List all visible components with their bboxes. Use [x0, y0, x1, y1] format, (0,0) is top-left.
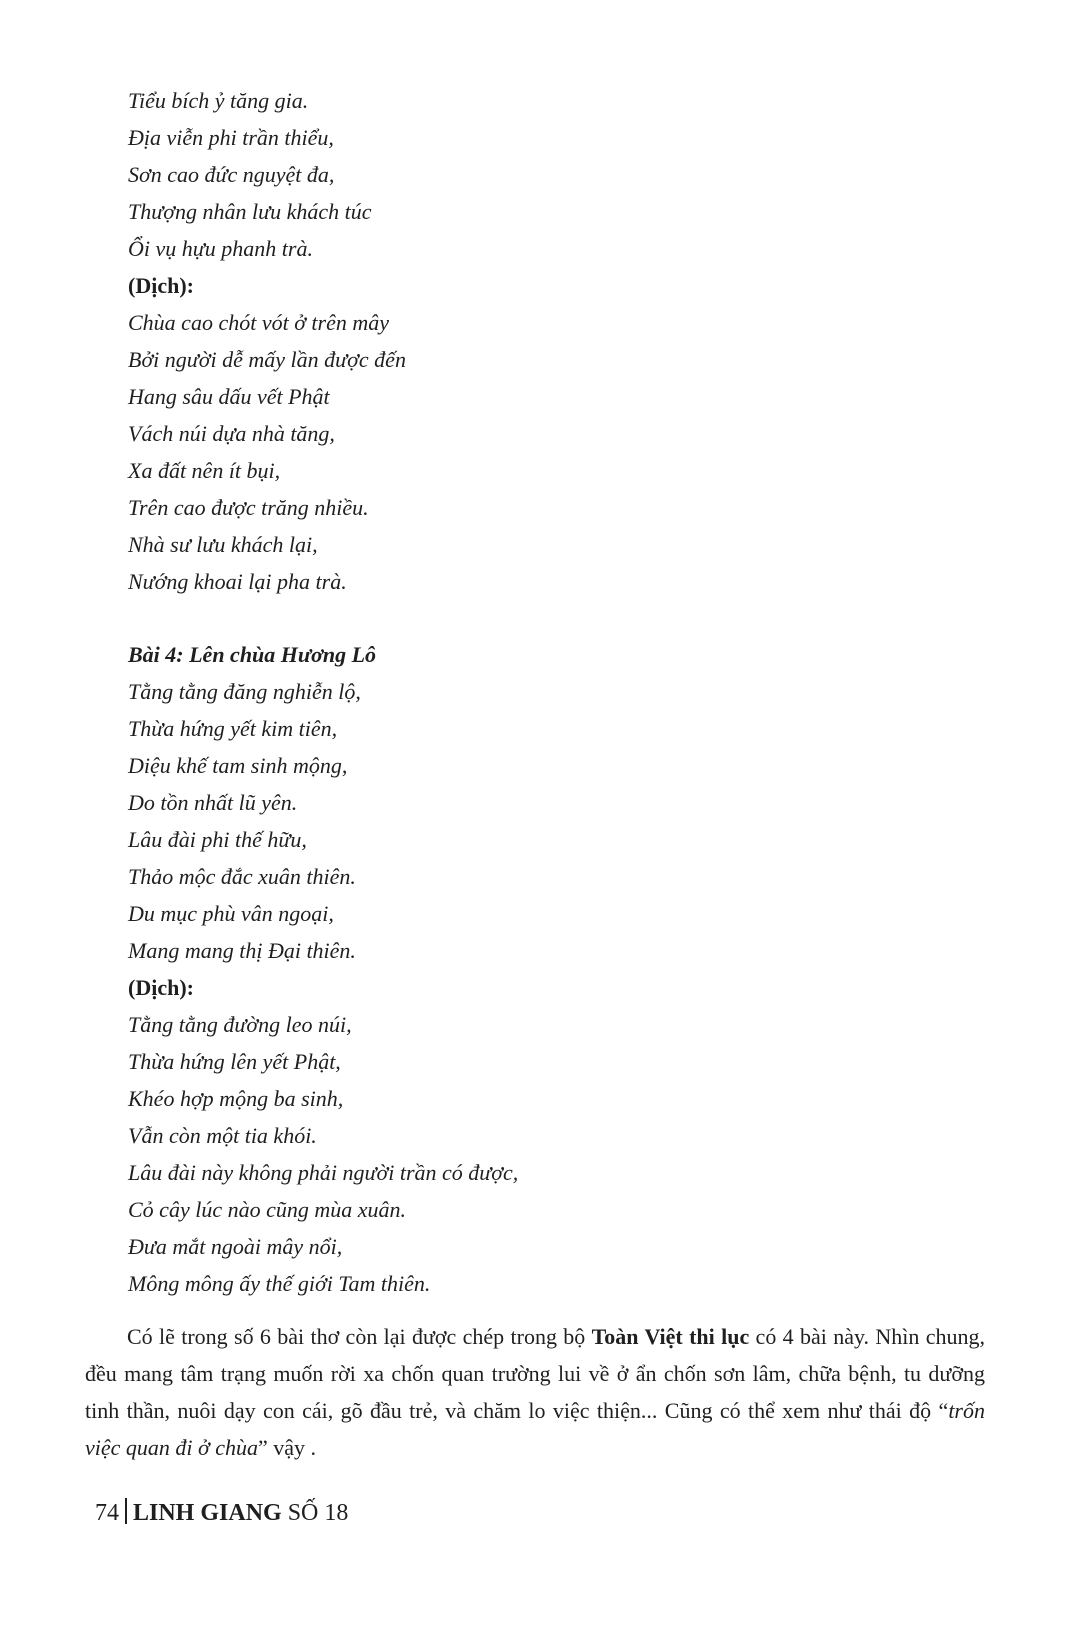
translation-line: Thừa hứng lên yết Phật,	[128, 1049, 341, 1074]
translation-line: Xa đất nên ít bụi,	[128, 458, 281, 483]
translation-line: Đưa mắt ngoài mây nổi,	[128, 1234, 343, 1259]
poem-title: Bài 4: Lên chùa Hương Lô	[128, 642, 377, 667]
translation-line: Chùa cao chót vót ở trên mây	[128, 310, 390, 335]
commentary-paragraph	[85, 1318, 985, 1466]
poem-line: Sơn cao đức nguyệt đa,	[128, 162, 335, 187]
paragraph	[85, 1318, 985, 1466]
paragraph-text: ” vậy .	[258, 1435, 317, 1460]
translation-line: Vẫn còn một tia khói.	[128, 1123, 317, 1148]
poem-block	[128, 82, 988, 1302]
poem-line: Diệu khế tam sinh mộng,	[128, 753, 348, 778]
poem-line: Thượng nhân lưu khách túc	[128, 199, 372, 224]
translation-label: (Dịch):	[128, 975, 194, 1000]
translation-line: Nướng khoai lại pha trà.	[128, 569, 347, 594]
translation-line: Bởi người dễ mấy lần được đến	[128, 347, 406, 372]
translation-line: Khéo hợp mộng ba sinh,	[128, 1086, 344, 1111]
translation-line: Tằng tằng đường leo núi,	[128, 1012, 352, 1037]
translation-line: Hang sâu dấu vết Phật	[128, 384, 330, 409]
poem-line: Thảo mộc đắc xuân thiên.	[128, 864, 356, 889]
poem-line: Địa viễn phi trần thiểu,	[128, 125, 334, 150]
page-number: 74	[95, 1500, 119, 1526]
translation-line: Nhà sư lưu khách lại,	[128, 532, 318, 557]
poem-line: Mang mang thị Đại thiên.	[128, 938, 356, 963]
paragraph-text: có 4 bài này. Nhìn chung, đều mang tâm trạng muốn rời xa chốn quan trường lui về ở ẩn chốn sơn lâm, chữa bệnh, tu dưỡng tinh thần, nuôi dạy con cái, gõ đầu trẻ, và chăm lo việc thiện... Cũng có thể xem như thái độ “	[85, 1324, 985, 1423]
poem-line: Du mục phù vân ngoại,	[128, 901, 334, 926]
translation-line: Lâu đài này không phải người trần có được,	[128, 1160, 519, 1185]
footer-divider	[125, 1498, 127, 1524]
translation-line: Cỏ cây lúc nào cũng mùa xuân.	[128, 1197, 406, 1222]
poem-line: Thừa hứng yết kim tiên,	[128, 716, 338, 741]
translation-line: Vách núi dựa nhà tăng,	[128, 421, 335, 446]
book-title: Toàn Việt thi lục	[591, 1324, 750, 1349]
quoted-phrase: trốn việc quan đi ở chùa	[85, 1398, 985, 1460]
translation-line: Mông mông ấy thế giới Tam thiên.	[128, 1271, 431, 1296]
poem-line: Lâu đài phi thế hữu,	[128, 827, 307, 852]
stanza-gap	[128, 600, 988, 636]
magazine-name: LINH GIANG	[133, 1500, 282, 1526]
issue-number: SỐ 18	[281, 1500, 349, 1526]
paragraph-text: Có lẽ trong số 6 bài thơ còn lại được chép trong bộ	[127, 1324, 592, 1349]
page-footer	[95, 1498, 348, 1528]
translation-line: Trên cao được trăng nhiều.	[128, 495, 369, 520]
poem-line: Ổi vụ hựu phanh trà.	[128, 236, 313, 261]
translation-label: (Dịch):	[128, 273, 194, 298]
poem-line: Tằng tằng đăng nghiễn lộ,	[128, 679, 361, 704]
poem-line: Do tồn nhất lũ yên.	[128, 790, 298, 815]
poem-line: Tiểu bích ỷ tăng gia.	[128, 88, 309, 113]
